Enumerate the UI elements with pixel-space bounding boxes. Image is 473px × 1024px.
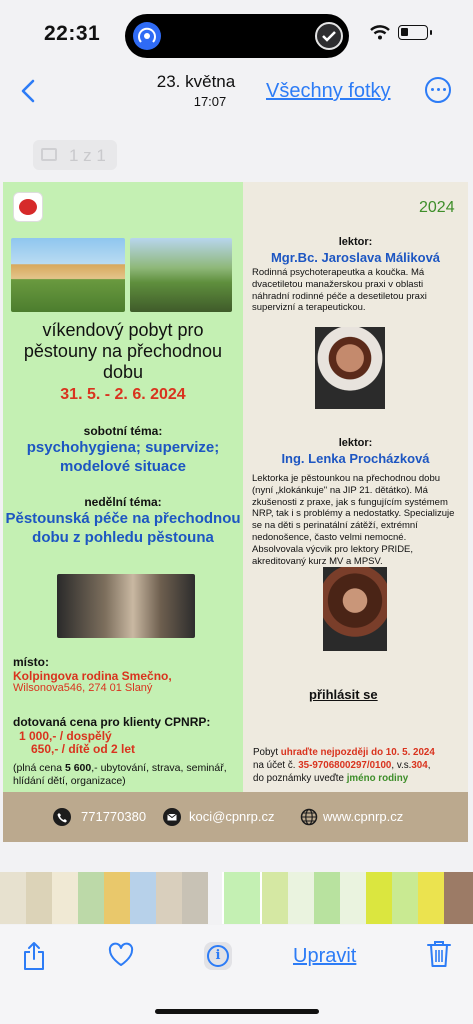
home-indicator[interactable]	[155, 1009, 319, 1014]
thumbnail[interactable]	[156, 872, 182, 924]
more-icon[interactable]	[425, 77, 451, 103]
thumbnail[interactable]	[104, 872, 130, 924]
thumbnail[interactable]	[26, 872, 52, 924]
status-time: 22:31	[44, 22, 101, 45]
thumbnail[interactable]	[392, 872, 418, 924]
lector-2-label: lektor:	[338, 437, 373, 449]
poster-footer	[3, 792, 468, 842]
footer-web: www.cpnrp.cz	[323, 809, 404, 824]
payment-line-1: Pobyt uhraďte nejpozději do 10. 5. 2024	[253, 747, 435, 758]
dynamic-island	[125, 14, 349, 58]
thumbnail[interactable]	[340, 872, 366, 924]
sunday-topic: Pěstounská péče na přechodnou dobu z pohledu pěstouna	[5, 510, 241, 546]
poster-dates: 31. 5. - 2. 6. 2024	[60, 386, 186, 403]
thumbnail[interactable]	[130, 872, 156, 924]
photo-house	[11, 238, 125, 312]
battery-icon	[398, 25, 428, 40]
signup-link: přihlásit se	[309, 687, 378, 702]
logo-emblem	[19, 199, 37, 215]
price-label: dotovaná cena pro klienty CPNRP:	[13, 715, 211, 729]
place-address: Wilsonova546, 274 01 Slaný	[13, 682, 153, 694]
thumbnail[interactable]	[78, 872, 104, 924]
price-child: 650,- / dítě od 2 let	[31, 742, 136, 756]
lector-1-label: lektor:	[338, 236, 373, 248]
broadcast-icon	[133, 22, 161, 50]
email-icon	[163, 808, 181, 826]
wifi-icon	[370, 24, 390, 45]
all-photos-button[interactable]: Všechny fotky	[266, 80, 391, 102]
bottom-toolbar	[0, 925, 473, 1024]
info-icon: i	[207, 945, 229, 967]
globe-icon	[300, 808, 318, 831]
battery-tip	[430, 30, 432, 35]
nav-bar	[0, 70, 473, 120]
footer-phone: 771770380	[81, 809, 147, 824]
poster-logo	[13, 192, 43, 222]
price-adult: 1 000,- / dospělý	[19, 729, 112, 743]
footer-email: koci@cpnrp.cz	[189, 809, 275, 824]
photo-date: 23. května	[156, 72, 236, 91]
lector-1-description: Rodinná psychoterapeutka a koučka. Má dvacetiletou manažerskou praxi v oblasti náhradní rodinné péče a desetiletou praxi supervizní a terapeutickou.	[252, 267, 427, 314]
photo-garden	[130, 238, 232, 312]
thumbnail[interactable]	[444, 872, 473, 924]
thumbnail[interactable]	[52, 872, 78, 924]
status-bar	[0, 0, 473, 70]
poster-image[interactable]	[3, 182, 468, 842]
thumbnail[interactable]	[366, 872, 392, 924]
lector-2-photo	[323, 567, 387, 651]
payment-line-3: do poznámky uveďte jméno rodiny	[253, 773, 409, 784]
price-note: (plná cena 5 600,- ubytování, strava, seminář, hlídání dětí, organizace)	[13, 762, 227, 787]
saturday-label: sobotní téma:	[83, 424, 163, 438]
place-name: Kolpingova rodina Smečno,	[13, 669, 172, 683]
heart-icon[interactable]	[107, 942, 135, 973]
thumbnail[interactable]	[288, 872, 314, 924]
thumbnail[interactable]	[314, 872, 340, 924]
check-icon	[315, 22, 343, 50]
page-counter-text: 1 z 1	[69, 146, 106, 165]
sidebar-icon	[41, 148, 57, 161]
photo-hands-shoes	[57, 574, 195, 638]
sunday-label: nedělní téma:	[84, 495, 162, 509]
phone-icon	[53, 808, 71, 826]
poster-left-column	[3, 182, 243, 792]
thumbnail[interactable]	[182, 872, 208, 924]
thumbnail[interactable]	[418, 872, 444, 924]
saturday-topic: psychohygiena; supervize; modelové situace	[26, 439, 220, 475]
thumbnail-strip[interactable]	[0, 872, 473, 924]
poster-year: 2024	[419, 199, 455, 216]
thumbnail[interactable]	[0, 872, 26, 924]
payment-line-2: na účet č. 35-9706800297/0100, v.s.304,	[253, 760, 431, 771]
lector-1-name: Mgr.Bc. Jaroslava Máliková	[270, 250, 441, 265]
edit-button[interactable]: Upravit	[293, 945, 357, 967]
battery-level	[401, 28, 408, 36]
info-button[interactable]	[204, 942, 232, 970]
place-label: místo:	[13, 655, 49, 669]
trash-icon[interactable]	[426, 939, 452, 974]
page-counter	[33, 140, 117, 170]
thumbnail-current[interactable]	[222, 872, 262, 924]
lector-1-photo	[315, 327, 385, 409]
lector-2-description: Lektorka je pěstounkou na přechodnou dobu (nyní „klokánkuje" na JIP 21. dětátko). Má zkušenosti z praxe, jak s fungujícím systémem NRP, tak i s problémy a nedostatky. Specializuje se na děti s perinatální zátěží, extrémní nedonošence, často velmi nemocné. Absolvovala výcvik pro lektory PRIDE, akreditovaný kurz MV a MPSV.	[252, 473, 455, 567]
thumbnail[interactable]	[262, 872, 288, 924]
photo-time: 17:07	[193, 94, 227, 109]
poster-title: víkendový pobyt pro pěstouny na přechodnou dobu	[23, 320, 223, 382]
share-icon[interactable]	[22, 941, 46, 971]
lector-2-name: Ing. Lenka Procházková	[281, 451, 430, 466]
